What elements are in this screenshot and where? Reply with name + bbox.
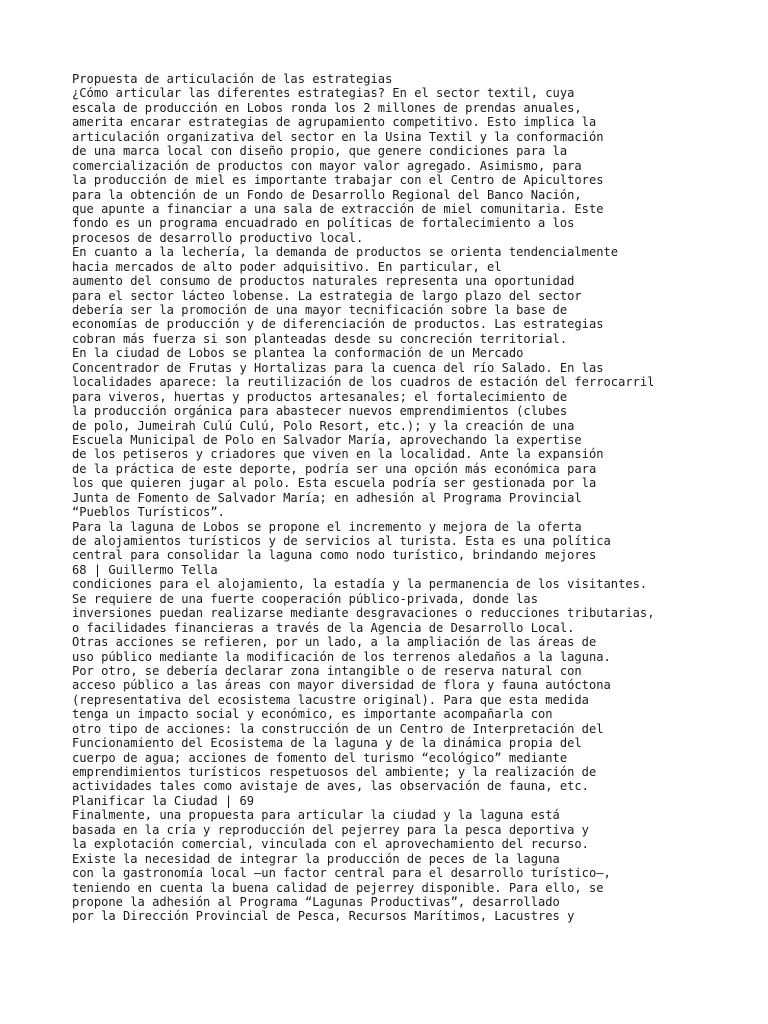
text-line: para la obtención de un Fondo de Desarrollo Regional del Banco Nación, [72, 187, 582, 202]
text-line: cuerpo de agua; acciones de fomento del turismo “ecológico” mediante [72, 750, 568, 765]
text-line: En la ciudad de Lobos se plantea la conformación de un Mercado [72, 346, 524, 361]
text-line: Para la laguna de Lobos se propone el incremento y mejora de la oferta [72, 519, 582, 534]
text-line: escala de producción en Lobos ronda los 2 millones de prendas anuales, [72, 100, 582, 115]
text-line: central para consolidar la laguna como nodo turístico, brindando mejores [72, 548, 597, 563]
text-line: los que quieren jugar al polo. Esta escuela podría ser gestionada por la [72, 476, 597, 491]
text-line: Se requiere de una fuerte cooperación público-privada, donde las [72, 591, 538, 606]
text-line: “Pueblos Turísticos”. [72, 505, 225, 520]
text-line: emprendimientos turísticos respetuosos del ambiente; y la realización de [72, 765, 597, 779]
text-line: inversiones puedan realizarse mediante desgravaciones o reducciones tributarias, [72, 606, 655, 621]
text-line: propone la adhesión al Programa “Lagunas Productivas”, desarrollado [72, 894, 560, 909]
text-line: de alojamientos turísticos y de servicios al turista. Esta es una política [72, 534, 611, 548]
text-line: tenga un impacto social y económico, es importante acompañarla con [72, 707, 553, 722]
text-line: Funcionamiento del Ecosistema de la laguna y de la dinámica propia del [72, 736, 582, 751]
text-line: amerita encarar estrategias de agrupamiento competitivo. Esto implica la [72, 115, 597, 130]
page-footer: 68 | Guillermo Tella [72, 562, 218, 577]
text-line: debería ser la promoción de una mayor tecnificación sobre la base de [72, 303, 568, 317]
text-line: ¿Cómo articular las diferentes estrategias? En el sector textil, cuya [72, 86, 575, 101]
text-line: acceso público a las áreas con mayor diversidad de flora y fauna autóctona [72, 678, 611, 693]
text-line: (representativa del ecosistema lacustre original). Para que esta medida [72, 692, 589, 707]
text-line: Existe la necesidad de integrar la producción de peces de la laguna [72, 851, 560, 866]
text-line: para el sector lácteo lobense. La estrategia de largo plazo del sector [72, 288, 582, 303]
text-line: articulación organizativa del sector en la Usina Textil y la conformación [72, 129, 604, 144]
text-line: localidades aparece: la reutilización de los cuadros de estación del ferrocarril [72, 375, 655, 390]
text-line: Otras acciones se refieren, por un lado, a la ampliación de las áreas de [72, 635, 597, 650]
text-line: Junta de Fomento de Salvador María; en adhesión al Programa Provincial [72, 490, 582, 505]
section-heading: Propuesta de articulación de las estrategias [72, 72, 393, 86]
text-line: uso público mediante la modificación de los terrenos aledaños a la laguna. [72, 649, 611, 664]
text-line: condiciones para el alojamiento, la estadía y la permanencia de los visitantes. [72, 577, 648, 592]
text-line: procesos de desarrollo productivo local. [72, 230, 364, 245]
text-line: Finalmente, una propuesta para articular la ciudad y la laguna está [72, 808, 560, 823]
text-line: por la Dirección Provincial de Pesca, Recursos Marítimos, Lacustres y [72, 909, 575, 924]
text-line: para viveros, huertas y productos artesanales; el fortalecimiento de [72, 389, 568, 404]
text-line: que apunte a financiar a una sala de extracción de miel comunitaria. Este [72, 201, 604, 216]
text-line: aumento del consumo de productos naturales representa una oportunidad [72, 274, 575, 289]
text-line: o facilidades financieras a través de la Agencia de Desarrollo Local. [72, 620, 575, 635]
text-line: actividades tales como avistaje de aves, las observación de fauna, etc. [72, 779, 589, 794]
text-line: de una marca local con diseño propio, que genere condiciones para la [72, 144, 568, 159]
text-line: de polo, Jumeirah Culú Culú, Polo Resort, etc.); y la creación de una [72, 418, 575, 433]
text-line: de la práctica de este deporte, podría ser una opción más económica para [72, 461, 597, 476]
text-line: basada en la cría y reproducción del pejerrey para la pesca deportiva y [72, 822, 589, 837]
text-line: la producción orgánica para abastecer nuevos emprendimientos (clubes [72, 404, 568, 419]
text-line: la explotación comercial, vinculada con el aprovechamiento del recurso. [72, 837, 589, 852]
text-line: otro tipo de acciones: la construcción de un Centro de Interpretación del [72, 721, 604, 736]
text-line: Escuela Municipal de Polo en Salvador María, aprovechando la expertise [72, 432, 582, 447]
text-line: economías de producción y de diferenciación de productos. Las estrategias [72, 317, 604, 332]
page-header: Planificar la Ciudad | 69 [72, 793, 255, 808]
text-line: de los petiseros y criadores que viven en la localidad. Ante la expansión [72, 447, 604, 462]
text-line: la producción de miel es importante trabajar con el Centro de Apicultores [72, 173, 604, 188]
text-line: comercialización de productos con mayor valor agregado. Asimismo, para [72, 158, 582, 173]
text-line: Concentrador de Frutas y Hortalizas para la cuenca del río Salado. En las [72, 360, 604, 375]
text-line: fondo es un programa encuadrado en políticas de fortalecimiento a los [72, 216, 575, 231]
text-line: teniendo en cuenta la buena calidad de pejerrey disponible. Para ello, se [72, 880, 604, 895]
document-page [72, 72, 752, 924]
text-line: cobran más fuerza si son planteadas desde su concreción territorial. [72, 331, 568, 346]
text-line: hacia mercados de alto poder adquisitivo. En particular, el [72, 259, 502, 274]
text-line: Por otro, se debería declarar zona intangible o de reserva natural con [72, 663, 582, 678]
text-line: En cuanto a la lechería, la demanda de productos se orienta tendencialmente [72, 245, 619, 260]
text-line: con la gastronomía local –un factor central para el desarrollo turístico–, [72, 866, 611, 881]
